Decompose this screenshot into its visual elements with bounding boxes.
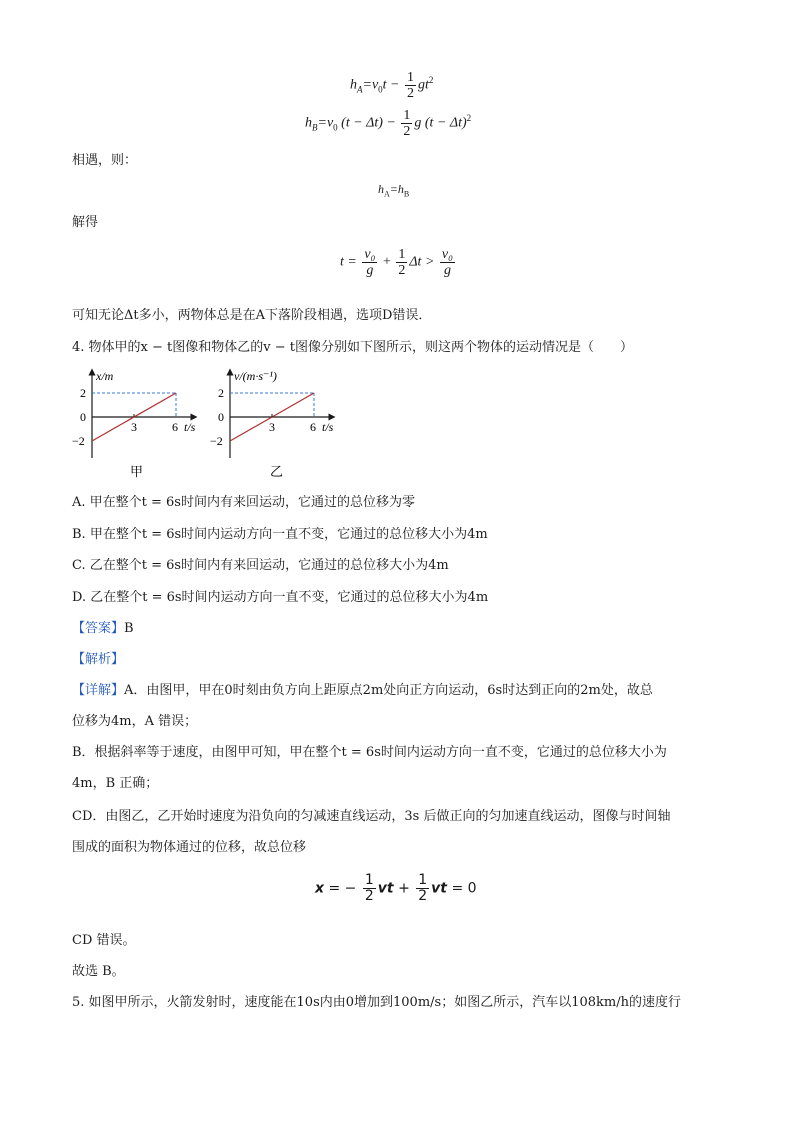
eq-x-d2: 2 — [418, 888, 428, 904]
eq-ha-num: 1 — [407, 70, 415, 85]
eq-x-frac1 — [363, 873, 376, 904]
detail-a1: A．由图甲，甲在0时刻由负方向上距原点2m处向正方向运动，6s时达到正向的2m处，故总 — [124, 683, 653, 698]
eq-hb-num: 1 — [403, 108, 411, 123]
cd-wrong: CD 错误。 — [72, 933, 136, 948]
answer-tag: 【答案】 — [72, 621, 125, 636]
detail-a-line1 — [72, 682, 653, 700]
graph-yi-ybottom: −2 — [210, 434, 223, 448]
eq-t-n2: 1 — [398, 247, 406, 262]
answer-value: B — [124, 621, 134, 636]
detail-b-line2: 4m，B 正确； — [72, 776, 159, 791]
eq-t-n1: v₀ — [364, 247, 376, 262]
graph-yi-ylabel: v/(m·s⁻¹) — [234, 369, 277, 383]
eq-ha-t: t − — [382, 77, 400, 93]
eq-x-eq2: = 0 — [451, 880, 477, 897]
eq-t-n3: v₀ — [441, 247, 453, 262]
eq-equal-mid: =h — [389, 182, 404, 196]
eq-hb-paren1: (t − Δt) − — [341, 115, 396, 131]
detail-tag: 【详解】 — [72, 683, 125, 698]
eq-hb-sup: 2 — [466, 113, 472, 124]
answer-line — [72, 620, 134, 638]
detail-b-line1: B．根据斜率等于速度，由图甲可知，甲在整个t = 6s时间内运动方向一直不变，它通过的总位移大小为 — [72, 745, 667, 760]
question-4: 4. 物体甲的x − t图像和物体乙的v − t图像分别如下图所示，则这两个物体的运动情况是（ ） — [72, 340, 633, 355]
graph-yi-xend: 6 — [310, 420, 316, 434]
eq-equal-bsub: B — [403, 189, 410, 199]
eq-t-frac2 — [396, 247, 407, 278]
eq-t-plus: + — [382, 254, 391, 270]
equation-ha — [350, 70, 433, 101]
eq-equal-a: h — [378, 182, 384, 196]
graph-jia-ybottom: −2 — [72, 434, 85, 448]
graph-jia-ytop: 2 — [80, 386, 86, 400]
eq-x-frac2 — [416, 873, 429, 904]
graph-yi — [210, 366, 360, 481]
eq-x-d1: 2 — [364, 888, 374, 904]
eq-t-frac3 — [440, 247, 455, 278]
eq-t-d3: g — [443, 263, 451, 278]
equation-x — [315, 873, 477, 904]
graph-jia-xend: 6 — [172, 420, 178, 434]
graph-jia — [72, 366, 212, 481]
eq-x-n2: 1 — [418, 872, 428, 888]
eq-t-frac1 — [362, 247, 377, 278]
eq-hb-sub0: 0 — [333, 122, 338, 133]
eq-ha-sup: 2 — [428, 75, 434, 86]
eq-hb-sub: B — [312, 122, 318, 133]
eq-ha-sub0: 0 — [378, 84, 383, 95]
graph-yi-caption: 乙 — [270, 464, 284, 479]
detail-a-line2: 位移为4m，A 错误； — [72, 714, 198, 729]
eq-ha-eq: =v — [362, 77, 379, 93]
eq-x-vt2: vt — [431, 880, 447, 897]
eq-ha-sub: A — [357, 84, 363, 95]
eq-x-n1: 1 — [364, 872, 374, 888]
line-solve: 解得 — [72, 215, 99, 230]
detail-cd-line1: CD．由图乙，乙开始时速度为沿负向的匀减速直线运动，3s 后做正向的匀加速直线运动，图像与时间轴 — [72, 809, 671, 824]
line-conclusion: 可知无论Δt多小，两物体总是在A下落阶段相遇，选项D错误． — [72, 308, 432, 323]
eq-hb-den: 2 — [403, 124, 411, 139]
detail-cd-line2: 围成的面积为物体通过的位移，故总位移 — [72, 840, 307, 855]
graph-jia-caption: 甲 — [130, 464, 144, 479]
eq-t-lhs: t = — [340, 254, 357, 270]
option-b: B. 甲在整个t = 6s时间内运动方向一直不变，它通过的总位移大小为4m — [72, 527, 488, 542]
equation-hb — [305, 108, 471, 139]
graph-yi-yzero: 0 — [218, 410, 224, 424]
option-d: D. 乙在整个t = 6s时间内运动方向一直不变，它通过的总位移大小为4m — [72, 590, 489, 605]
eq-ha-gt: gt — [418, 77, 429, 93]
eq-t-d1: g — [366, 263, 374, 278]
eq-x-eq1: = − — [328, 880, 357, 897]
graph-jia-ylabel: x/m — [96, 369, 114, 383]
eq-hb-eq: =v — [317, 115, 334, 131]
choose-line: 故选 B。 — [72, 964, 125, 979]
graph-jia-xmid: 3 — [131, 420, 137, 434]
analysis-tag: 【解析】 — [72, 652, 125, 667]
eq-hb-g: g — [414, 115, 422, 131]
eq-x-vt1: vt — [377, 880, 394, 897]
option-c: C. 乙在整个t = 6s时间内有来回运动，它通过的总位移大小为4m — [72, 558, 449, 573]
eq-ha-frac — [405, 70, 416, 101]
graph-yi-xmid: 3 — [269, 420, 275, 434]
line-meet: 相遇，则： — [72, 153, 138, 168]
eq-x-plus: + — [398, 880, 410, 897]
question-5: 5. 如图甲所示，火箭发射时，速度能在10s内由0增加到100m/s；如图乙所示，汽车以108km/h的速度行 — [72, 995, 681, 1010]
eq-t-dt: Δt > — [409, 254, 435, 270]
eq-equal-asub: A — [384, 189, 390, 199]
eq-hb-frac — [401, 108, 412, 139]
graph-yi-ytop: 2 — [218, 386, 224, 400]
eq-x-lhs: x — [315, 880, 325, 897]
eq-hb-lhs: h — [305, 115, 312, 131]
eq-ha-den: 2 — [407, 86, 415, 101]
eq-t-d2: 2 — [398, 263, 406, 278]
eq-ha-lhs: h — [350, 77, 357, 93]
equation-equal — [378, 182, 409, 198]
graph-jia-yzero: 0 — [80, 410, 86, 424]
graph-jia-xlabel: t/s — [184, 420, 196, 434]
equation-t — [340, 247, 457, 278]
graph-yi-xlabel: t/s — [322, 420, 334, 434]
eq-hb-paren2: (t − Δt) — [424, 115, 467, 131]
option-a: A. 甲在整个t = 6s时间内有来回运动，它通过的总位移为零 — [72, 495, 415, 510]
